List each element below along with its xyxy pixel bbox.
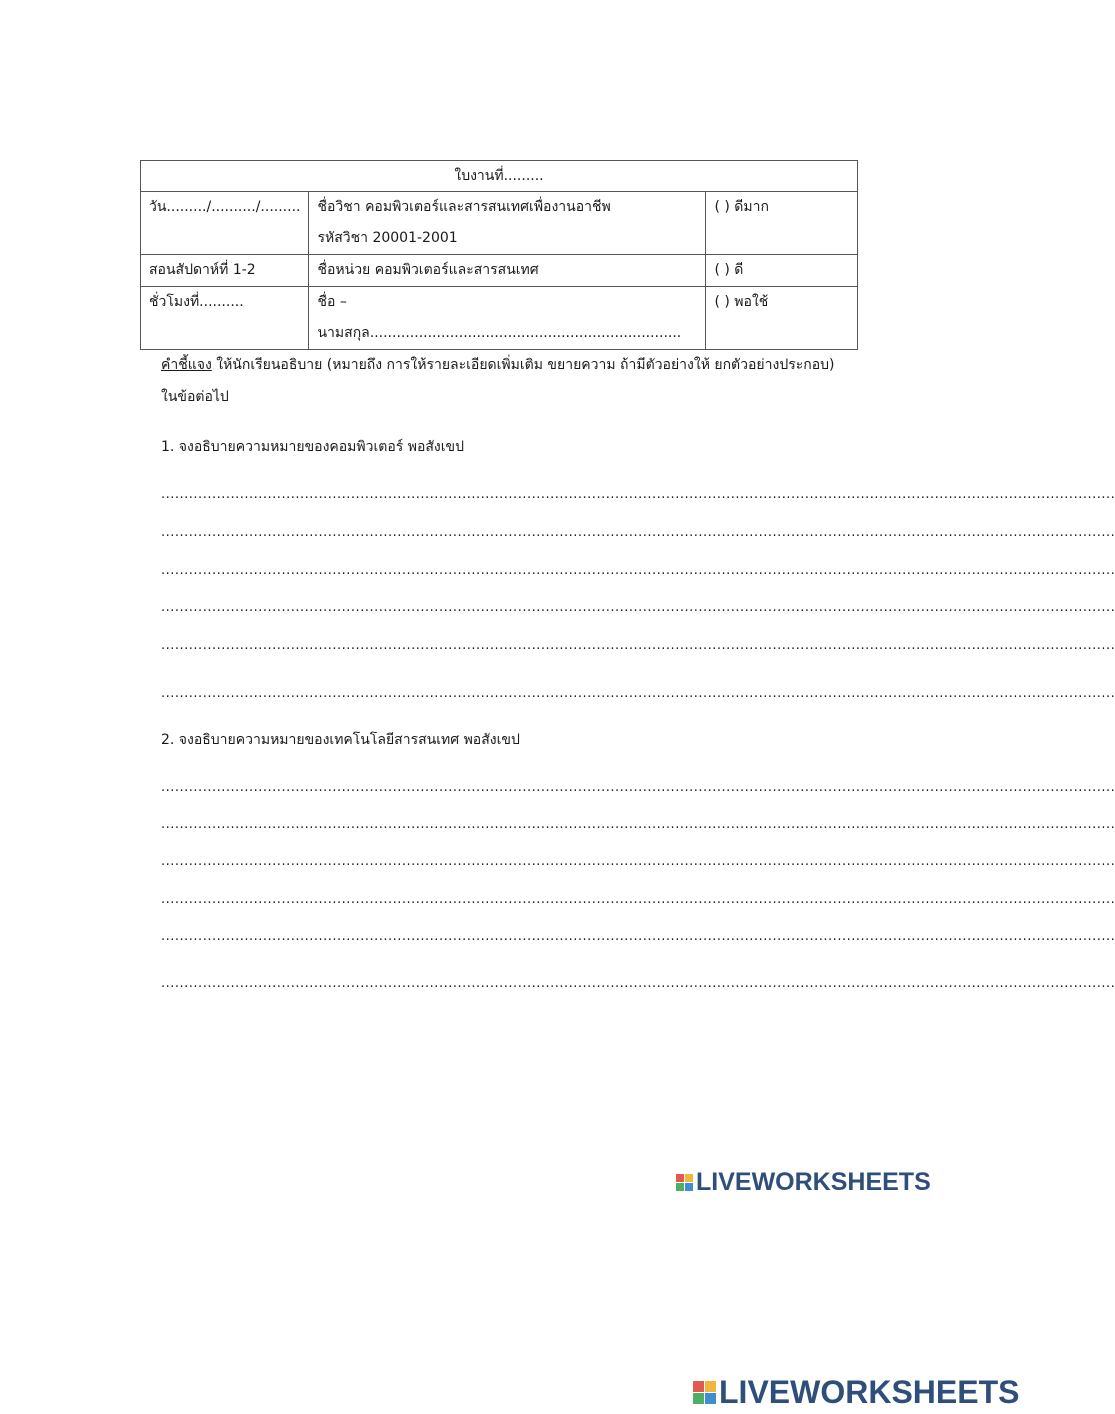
answer-line[interactable]: .............................................................................................................................................................................................................. <box>161 686 1115 701</box>
week-field: สอนสัปดาห์ที่ 1-2 <box>141 255 309 287</box>
instructions-label: คำชี้แจง <box>161 357 212 373</box>
subject-info <box>309 192 706 255</box>
instructions-text: ให้นักเรียนอธิบาย (หมายถึง การให้รายละเอียดเพิ่มเติม ขยายความ ถ้ามีตัวอย่างให้ ยกตัวอย่างประกอบ) ในข้อต่อไป <box>161 357 835 405</box>
answer-line[interactable]: .............................................................................................................................................................................................................. <box>161 525 1115 540</box>
question-1: 1. จงอธิบายความหมายของคอมพิวเตอร์ พอสังเขป <box>161 439 465 455</box>
answer-line[interactable]: .............................................................................................................................................................................................................. <box>161 487 1115 502</box>
instructions <box>161 349 851 413</box>
answer-line[interactable]: .............................................................................................................................................................................................................. <box>161 817 1115 832</box>
answer-line[interactable]: .............................................................................................................................................................................................................. <box>161 929 1115 944</box>
hour-field: ชั่วโมงที่.......... <box>141 287 309 350</box>
question-2: 2. จงอธิบายความหมายของเทคโนโลยีสารสนเทศ พอสังเขป <box>161 732 520 748</box>
answer-line[interactable]: .............................................................................................................................................................................................................. <box>161 976 1115 991</box>
date-field: วัน........./........../......... <box>141 192 309 255</box>
answer-line[interactable]: .............................................................................................................................................................................................................. <box>161 892 1115 907</box>
rating-good: ( ) ดี <box>706 255 858 287</box>
answer-line[interactable]: .............................................................................................................................................................................................................. <box>161 638 1115 653</box>
student-name-field: ชื่อ – นามสกุล...................................................................... <box>309 287 706 350</box>
logo-text: LIVEWORKSHEETS <box>696 1168 931 1196</box>
logo-squares-icon <box>676 1174 693 1191</box>
logo-squares-icon <box>693 1381 716 1404</box>
worksheet-header-table <box>140 160 858 350</box>
answer-line[interactable]: .............................................................................................................................................................................................................. <box>161 563 1115 578</box>
liveworksheets-logo-footer <box>693 1374 1019 1411</box>
unit-name: ชื่อหน่วย คอมพิวเตอร์และสารสนเทศ <box>309 255 706 287</box>
rating-fair: ( ) พอใช้ <box>706 287 858 350</box>
answer-line[interactable]: .............................................................................................................................................................................................................. <box>161 780 1115 795</box>
worksheet-title: ใบงานที่......... <box>141 161 858 192</box>
logo-text: LIVEWORKSHEETS <box>719 1374 1020 1410</box>
answer-line[interactable]: .............................................................................................................................................................................................................. <box>161 854 1115 869</box>
rating-excellent: ( ) ดีมาก <box>706 192 858 255</box>
subject-code: รหัสวิชา 20001-2001 <box>317 230 458 246</box>
answer-line[interactable]: .............................................................................................................................................................................................................. <box>161 600 1115 615</box>
liveworksheets-logo <box>676 1168 931 1197</box>
subject-name: ชื่อวิชา คอมพิวเตอร์และสารสนเทศเพื่องานอาชีพ <box>317 199 611 215</box>
